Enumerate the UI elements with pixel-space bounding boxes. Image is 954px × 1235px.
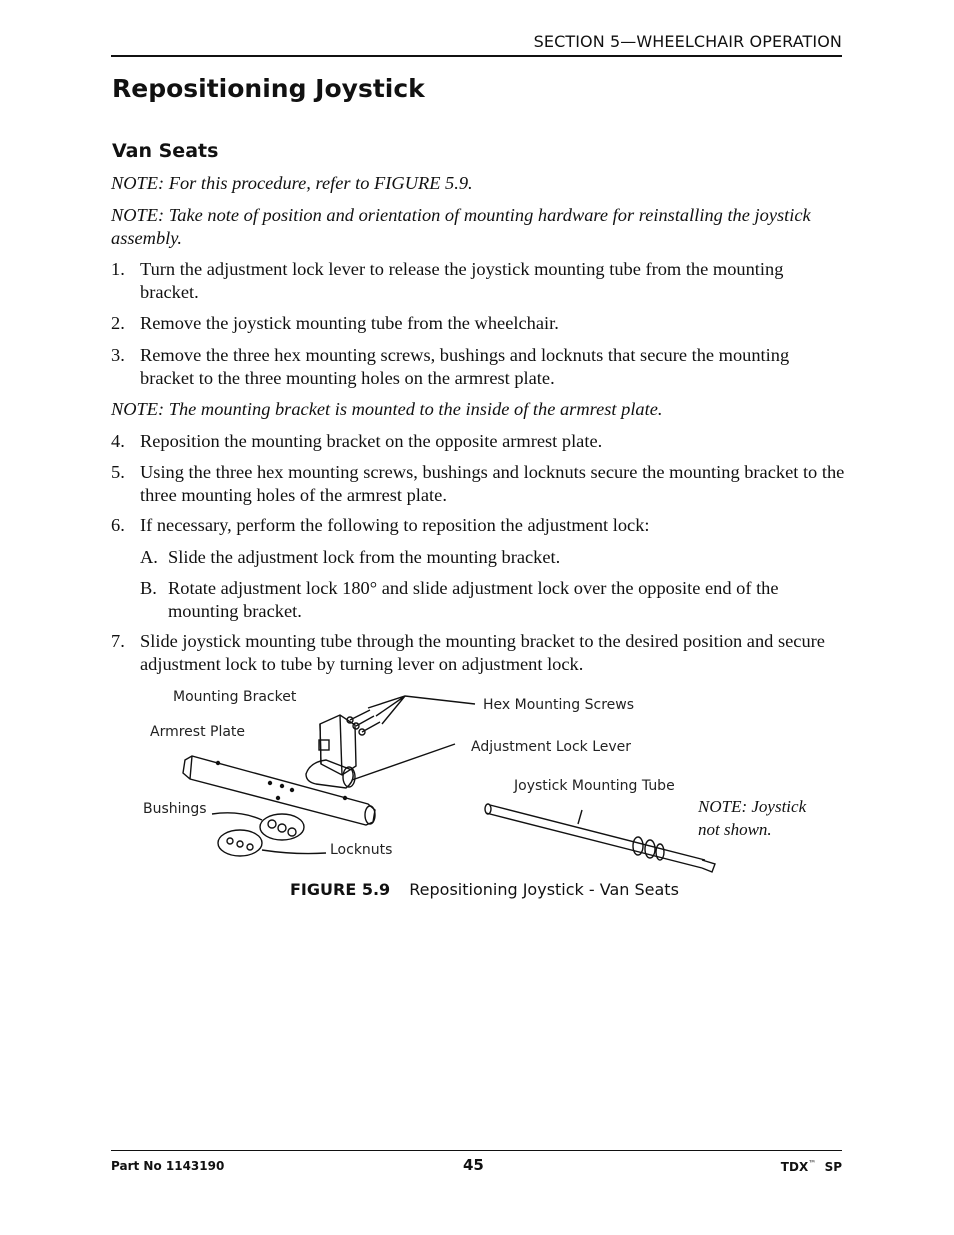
- substep-item: [140, 546, 845, 569]
- step-number: 2.: [111, 313, 125, 333]
- substep-text: Slide the adjustment lock from the mounting bracket.: [168, 547, 561, 567]
- step-text: Remove the three hex mounting screws, bushings and locknuts that secure the mounting bracket to the three mounting holes on the armrest plate.: [140, 345, 790, 388]
- substep-item: [140, 577, 845, 622]
- label-joystick-mounting-tube: Joystick Mounting Tube: [514, 778, 675, 794]
- figure-5-9: [130, 680, 850, 880]
- step-number: 5.: [111, 462, 125, 482]
- trademark-symbol: ™: [808, 1159, 817, 1168]
- page-title: Repositioning Joystick: [112, 74, 425, 103]
- joystick-mounting-tube-shape: [486, 805, 705, 868]
- step-item: [111, 630, 846, 675]
- step-text: Using the three hex mounting screws, bushings and locknuts secure the mounting bracket to the three mounting holes of the armrest plate.: [140, 462, 845, 505]
- figure-note-line2: not shown.: [698, 820, 772, 839]
- step-number: 6.: [111, 515, 125, 535]
- mounting-bracket-shape: [320, 715, 356, 775]
- product-variant: SP: [824, 1160, 842, 1174]
- label-mounting-bracket: Mounting Bracket: [173, 689, 297, 705]
- section-subtitle: Van Seats: [112, 140, 219, 162]
- step-number: 7.: [111, 631, 125, 651]
- step-text: Slide joystick mounting tube through the mounting bracket to the desired position and secure adjustment lock to tube by turning lever on adjustment lock.: [140, 631, 825, 674]
- page-header: [111, 30, 842, 57]
- note-bracket-inside: NOTE: The mounting bracket is mounted to the inside of the armrest plate.: [111, 399, 663, 419]
- step-item: [111, 312, 846, 335]
- step-text: Reposition the mounting bracket on the opposite armrest plate.: [140, 431, 603, 451]
- step-item: [111, 430, 846, 453]
- substep-text: Rotate adjustment lock 180° and slide adjustment lock over the opposite end of the mounting bracket.: [168, 578, 779, 621]
- substep-letter: B.: [140, 578, 157, 598]
- part-number: Part No 1143190: [111, 1159, 225, 1173]
- step-text: Remove the joystick mounting tube from the wheelchair.: [140, 313, 559, 333]
- label-adjustment-lock-lever: Adjustment Lock Lever: [471, 739, 632, 755]
- bushings-group: [260, 814, 304, 840]
- product-model-name: TDX: [780, 1160, 809, 1174]
- step-item: [111, 461, 846, 506]
- step-number: 1.: [111, 259, 125, 279]
- label-hex-mounting-screws: Hex Mounting Screws: [483, 697, 634, 713]
- product-name: [781, 1159, 842, 1174]
- step-item: [111, 258, 846, 303]
- figure-note: [698, 795, 806, 841]
- locknuts-group: [218, 830, 262, 856]
- step-item: [111, 344, 846, 389]
- adjustment-lock-shape: [306, 760, 353, 788]
- step-number: 3.: [111, 345, 125, 365]
- label-armrest-plate: Armrest Plate: [150, 724, 246, 740]
- figure-caption: [290, 880, 679, 899]
- label-locknuts: Locknuts: [330, 842, 393, 858]
- step-text: Turn the adjustment lock lever to release the joystick mounting tube from the mounting bracket.: [140, 259, 784, 302]
- section-heading: SECTION 5—WHEELCHAIR OPERATION: [533, 32, 842, 51]
- step-number: 4.: [111, 431, 125, 451]
- note-refer-figure: NOTE: For this procedure, refer to FIGURE 5.9.: [111, 173, 473, 193]
- figure-note-line1: NOTE: Joystick: [698, 797, 807, 816]
- figure-title: Repositioning Joystick - Van Seats: [409, 880, 679, 899]
- substep-letter: A.: [140, 547, 158, 567]
- page-number: 45: [463, 1156, 484, 1174]
- step-text: If necessary, perform the following to reposition the adjustment lock:: [140, 515, 650, 535]
- page-footer: [111, 1150, 842, 1181]
- label-bushings: Bushings: [143, 801, 207, 817]
- note-hardware-orientation: NOTE: Take note of position and orientation of mounting hardware for reinstalling the joystick assembly.: [111, 205, 811, 248]
- step-item: [111, 514, 846, 537]
- figure-number: FIGURE 5.9: [290, 880, 391, 899]
